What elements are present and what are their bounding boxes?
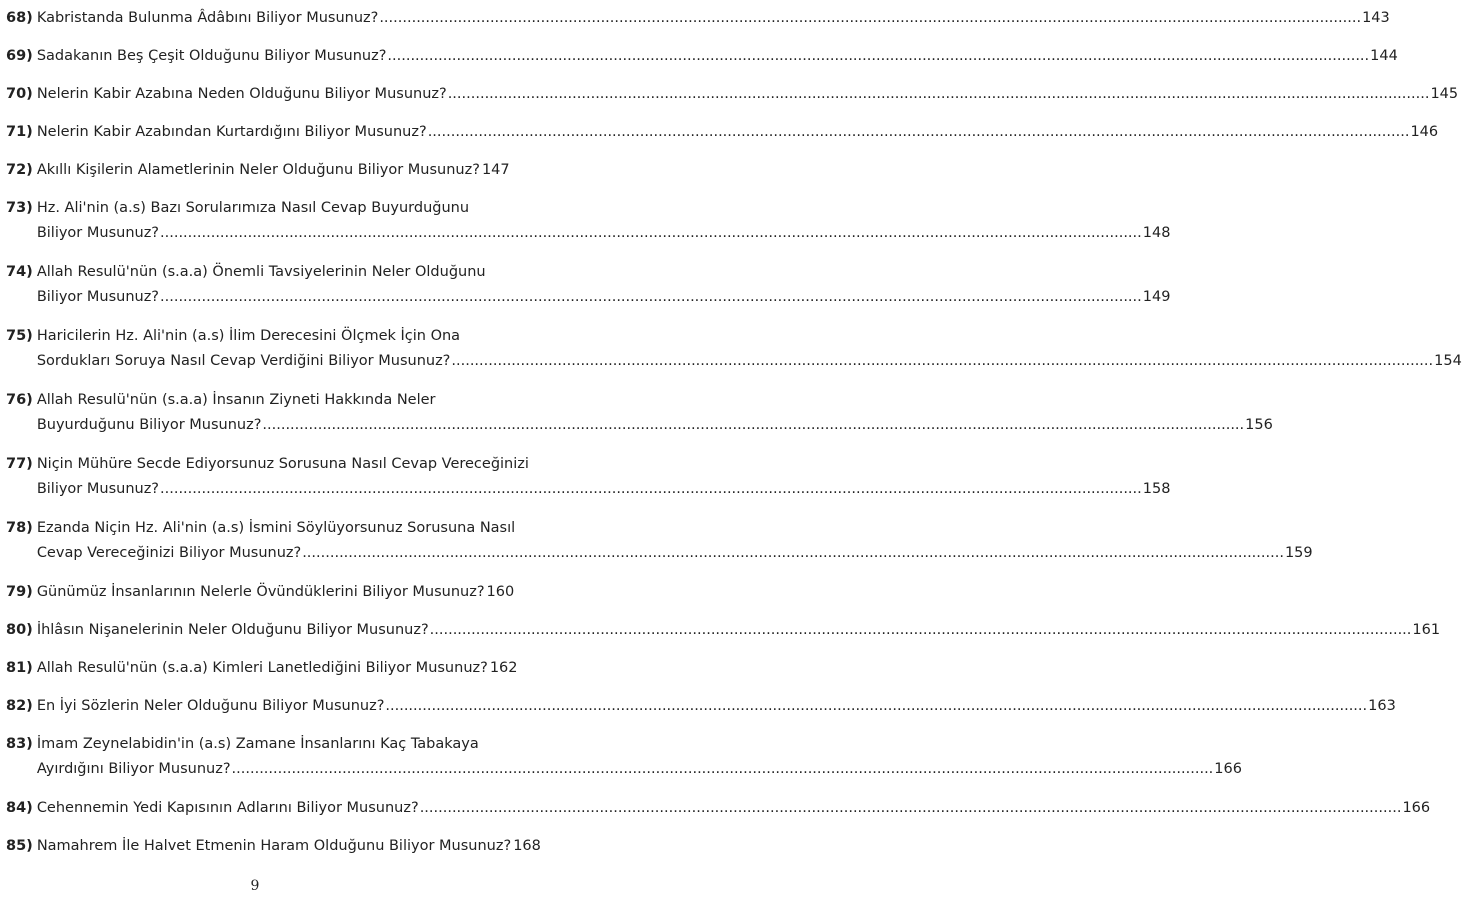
entry-last-line <box>36 221 1171 246</box>
toc-entry[interactable] <box>6 516 1313 566</box>
entry-last-line <box>36 120 1439 145</box>
toc-entry[interactable] <box>6 834 541 859</box>
toc-entry[interactable] <box>6 732 1242 782</box>
entry-body <box>33 452 1171 502</box>
entry-number: 71) <box>6 124 33 140</box>
entry-page: 159 <box>1284 545 1313 561</box>
entry-title-line: En İyi Sözlerin Neler Olduğunu Biliyor Musunuz? <box>36 698 385 714</box>
dot-leader <box>451 349 1433 374</box>
dot-leader <box>430 618 1412 643</box>
entry-title-line: Buyurduğunu Biliyor Musunuz? <box>36 417 262 433</box>
toc-entry[interactable] <box>6 618 1441 643</box>
entry-page: 166 <box>1402 800 1431 816</box>
entry-last-line <box>36 158 510 183</box>
toc-entry[interactable] <box>6 324 1462 374</box>
entry-number: 81) <box>6 660 33 676</box>
entry-title-line: Günümüz İnsanlarının Nelerle Övündüklerini Biliyor Musunuz? <box>36 584 485 600</box>
toc-entry[interactable] <box>6 388 1273 438</box>
entry-last-line <box>36 834 541 859</box>
entry-title-line: Sordukları Soruya Nasıl Cevap Verdiğini Biliyor Musunuz? <box>36 353 451 369</box>
entry-page: 162 <box>489 660 518 676</box>
entry-title-line: İmam Zeynelabidin'in (a.s) Zamane İnsanlarını Kaç Tabakaya <box>36 736 479 752</box>
dot-leader <box>385 694 1367 719</box>
dot-leader <box>448 82 1430 107</box>
entry-body <box>33 158 510 183</box>
entry-last-line <box>36 618 1441 643</box>
entry-last-line <box>36 285 1171 310</box>
entry-last-line <box>36 413 1273 438</box>
entry-page: 166 <box>1214 761 1242 777</box>
toc-entry[interactable] <box>6 120 1439 145</box>
entry-body <box>33 694 1396 719</box>
entry-title-line: Namahrem İle Halvet Etmenin Haram Olduğunu Biliyor Musunuz? <box>36 838 512 854</box>
entry-page: 163 <box>1368 698 1396 714</box>
entry-number: 76) <box>6 392 33 408</box>
entry-body <box>33 732 1242 782</box>
toc-entry[interactable] <box>6 656 518 681</box>
entry-title-line: Biliyor Musunuz? <box>36 289 160 305</box>
entry-body <box>33 618 1441 643</box>
entry-number: 73) <box>6 200 33 216</box>
entry-page: 156 <box>1245 417 1273 433</box>
entry-last-line <box>36 757 1242 782</box>
entry-body <box>33 82 1459 107</box>
entry-body <box>33 656 518 681</box>
entry-title-line: Hz. Ali'nin (a.s) Bazı Sorularımıza Nasıl Cevap Buyurduğunu <box>36 200 470 216</box>
dot-leader <box>379 6 1361 31</box>
entry-number: 74) <box>6 264 33 280</box>
entry-number: 69) <box>6 48 33 64</box>
toc-entry[interactable] <box>6 694 1396 719</box>
entry-title-line: Cevap Vereceğinizi Biliyor Musunuz? <box>36 545 302 561</box>
entry-title-line: Haricilerin Hz. Ali'nin (a.s) İlim Derecesini Ölçmek İçin Ona <box>36 328 461 344</box>
toc-entry[interactable] <box>6 580 515 605</box>
toc-entry[interactable] <box>6 196 1171 246</box>
entry-last-line <box>36 796 1431 821</box>
entry-title-line: Sadakanın Beş Çeşit Olduğunu Biliyor Musunuz? <box>36 48 387 64</box>
entry-body <box>33 796 1431 821</box>
toc-entry[interactable] <box>6 44 1398 69</box>
entry-page: 149 <box>1142 289 1171 305</box>
toc-entry[interactable] <box>6 82 1459 107</box>
entry-page: 168 <box>513 838 541 854</box>
entry-body <box>33 44 1398 69</box>
entry-title-line: Allah Resulü'nün (s.a.a) Önemli Tavsiyelerinin Neler Olduğunu <box>36 264 486 280</box>
entry-number: 78) <box>6 520 33 536</box>
entry-number: 83) <box>6 736 33 752</box>
dot-leader <box>262 413 1244 438</box>
entry-number: 84) <box>6 800 33 816</box>
entry-title-line: Niçin Mühüre Secde Ediyorsunuz Sorusuna Nasıl Cevap Vereceğinizi <box>36 456 529 472</box>
entry-title-line: Allah Resulü'nün (s.a.a) Kimleri Lanetlediğini Biliyor Musunuz? <box>36 660 488 676</box>
toc-entry[interactable] <box>6 452 1171 502</box>
entry-last-line <box>36 477 1171 502</box>
entry-number: 77) <box>6 456 33 472</box>
dot-leader <box>302 541 1284 566</box>
dot-leader <box>232 757 1214 782</box>
entry-page: 158 <box>1142 481 1171 497</box>
entry-number: 85) <box>6 838 33 854</box>
entry-last-line <box>36 82 1459 107</box>
toc-entry[interactable] <box>6 260 1171 310</box>
entry-title-line: İhlâsın Nişanelerinin Neler Olduğunu Biliyor Musunuz? <box>36 622 429 638</box>
dot-leader <box>387 44 1369 69</box>
entry-page: 160 <box>486 584 515 600</box>
dot-leader <box>420 796 1402 821</box>
entry-last-line <box>36 580 515 605</box>
page-number: 9 <box>250 878 260 894</box>
entry-page: 146 <box>1410 124 1439 140</box>
entry-number: 68) <box>6 10 33 26</box>
entry-title-line: Allah Resulü'nün (s.a.a) İnsanın Ziyneti Hakkında Neler <box>36 392 436 408</box>
entry-number: 75) <box>6 328 33 344</box>
toc-entry[interactable] <box>6 796 1431 821</box>
entry-body <box>33 324 1462 374</box>
entry-number: 70) <box>6 86 33 102</box>
toc-entry[interactable] <box>6 6 1390 31</box>
entry-title-line: Biliyor Musunuz? <box>36 481 160 497</box>
entry-title-line: Biliyor Musunuz? <box>36 225 160 241</box>
entry-number: 79) <box>6 584 33 600</box>
entry-page: 147 <box>481 162 510 178</box>
entry-page: 145 <box>1430 86 1459 102</box>
entry-last-line <box>36 541 1313 566</box>
entry-body <box>33 388 1273 438</box>
entry-body <box>33 196 1171 246</box>
entry-page: 154 <box>1434 353 1462 369</box>
entry-title-line: Ezanda Niçin Hz. Ali'nin (a.s) İsmini Söylüyorsunuz Sorusuna Nasıl <box>36 520 516 536</box>
entry-number: 72) <box>6 162 33 178</box>
entry-title-line: Ayırdığını Biliyor Musunuz? <box>36 761 231 777</box>
dot-leader <box>160 477 1142 502</box>
entry-body <box>33 120 1439 145</box>
entry-body <box>33 516 1313 566</box>
entry-body <box>33 260 1171 310</box>
entry-title-line: Nelerin Kabir Azabından Kurtardığını Biliyor Musunuz? <box>36 124 427 140</box>
entry-number: 80) <box>6 622 33 638</box>
entry-title-line: Nelerin Kabir Azabına Neden Olduğunu Biliyor Musunuz? <box>36 86 447 102</box>
entry-page: 161 <box>1412 622 1441 638</box>
entry-last-line <box>36 694 1396 719</box>
dot-leader <box>160 285 1142 310</box>
entry-body <box>33 6 1390 31</box>
dot-leader <box>428 120 1410 145</box>
entry-title-line: Kabristanda Bulunma Âdâbını Biliyor Musunuz? <box>36 10 379 26</box>
entry-title-line: Cehennemin Yedi Kapısının Adlarını Biliyor Musunuz? <box>36 800 419 816</box>
entry-page: 143 <box>1362 10 1390 26</box>
entry-page: 144 <box>1370 48 1398 64</box>
entry-last-line <box>36 6 1390 31</box>
entry-body <box>33 834 541 859</box>
entry-last-line <box>36 44 1398 69</box>
dot-leader <box>160 221 1142 246</box>
entry-last-line <box>36 349 1462 374</box>
entry-last-line <box>36 656 518 681</box>
entry-title-line: Akıllı Kişilerin Alametlerinin Neler Olduğunu Biliyor Musunuz? <box>36 162 480 178</box>
entry-page: 148 <box>1142 225 1171 241</box>
entry-number: 82) <box>6 698 33 714</box>
entry-body <box>33 580 515 605</box>
toc-entry[interactable] <box>6 158 510 183</box>
